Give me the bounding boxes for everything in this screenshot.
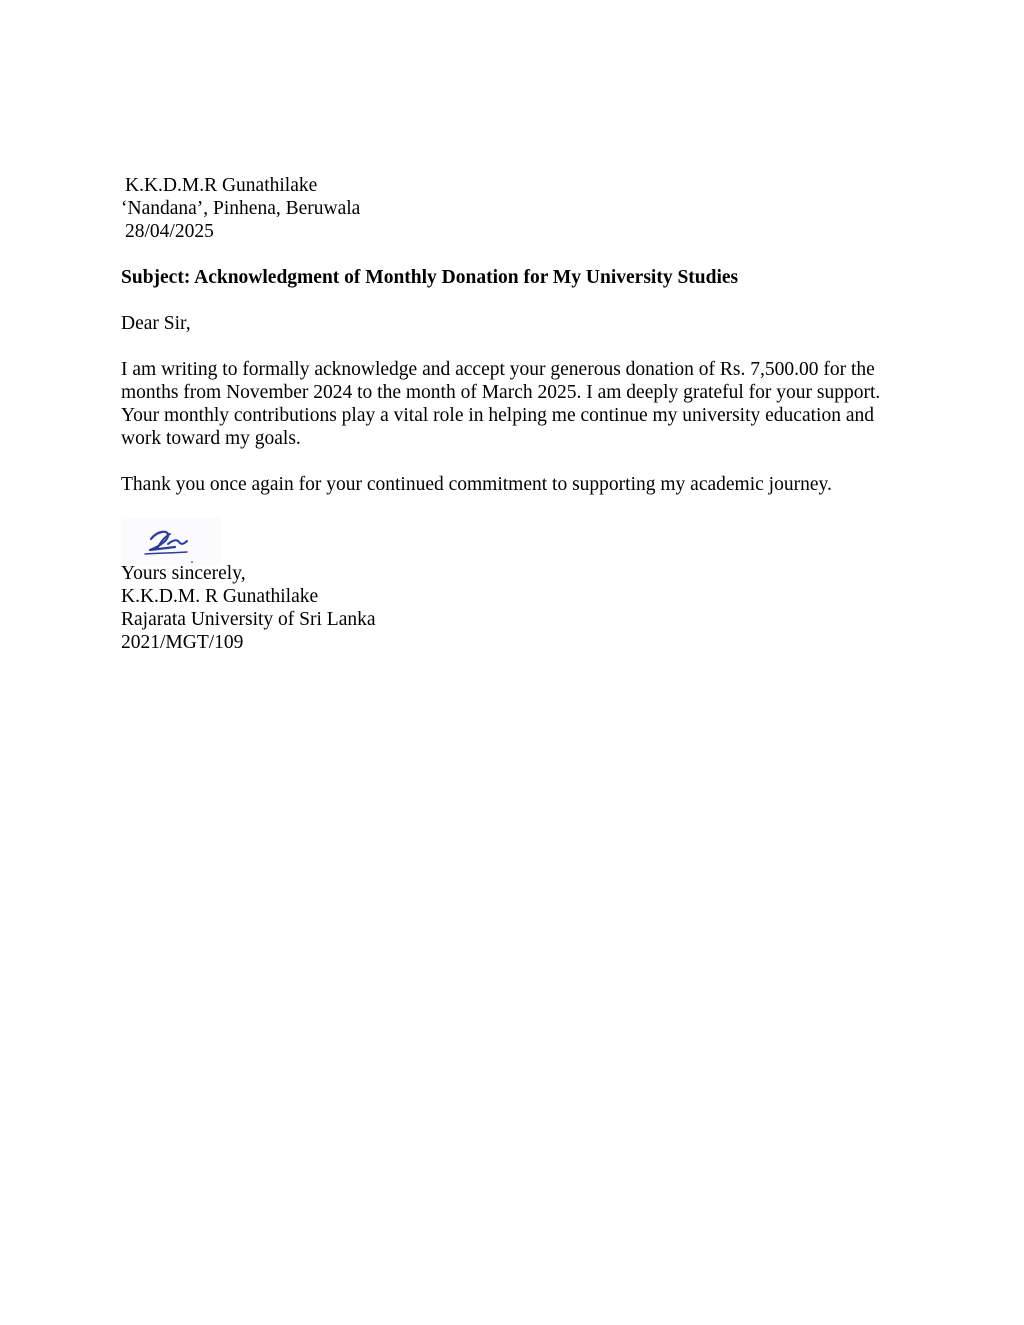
- body-paragraph-1: I am writing to formally acknowledge and accept your generous donation of Rs. 7,500.00 for the months from November 2024 to the month of March 2025. I am deeply grateful for your support. Your monthly contributions play a vital role in helping me continue my university education and work toward my goals.: [121, 359, 881, 449]
- sender-address: ‘Nandana’, Pinhena, Beruwala: [121, 198, 361, 219]
- sender-block: [121, 174, 921, 243]
- letter-subject: Subject: Acknowledgment of Monthly Donation for My University Studies: [121, 267, 739, 288]
- salutation: Dear Sir,: [121, 313, 191, 334]
- valediction: Yours sincerely,: [121, 563, 246, 584]
- closing-block: [121, 562, 921, 654]
- signer-institution: Rajarata University of Sri Lanka: [121, 609, 376, 630]
- signer-name: K.K.D.M. R Gunathilake: [121, 586, 319, 607]
- student-id: 2021/MGT/109: [121, 632, 244, 653]
- sender-name: K.K.D.M.R Gunathilake: [125, 175, 318, 196]
- body-paragraph-2: Thank you once again for your continued commitment to supporting my academic journey.: [121, 474, 832, 495]
- letter-date: 28/04/2025: [125, 221, 214, 242]
- handwritten-signature: [121, 517, 221, 565]
- letter: [121, 174, 921, 654]
